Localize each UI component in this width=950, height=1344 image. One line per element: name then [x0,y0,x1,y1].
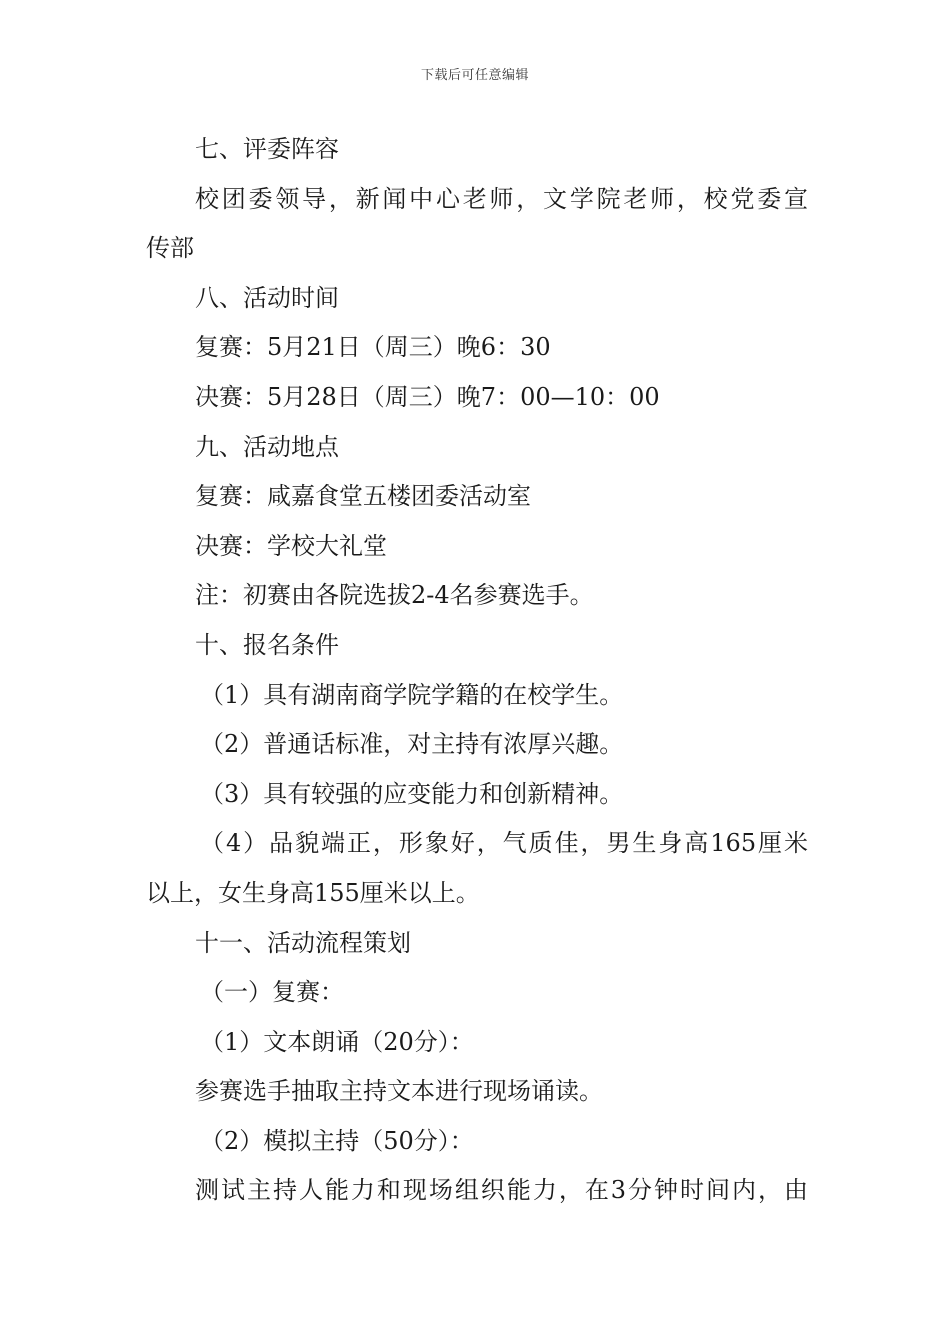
text-line: （2）普通话标准，对主持有浓厚兴趣。 [200,730,624,759]
text-line: 复赛：5月21日（周三）晚6：30 [195,333,551,362]
page-header-note: 下载后可任意编辑 [420,68,529,83]
text-line: 测试主持人能力和现场组织能力，在3分钟时间内，由 [195,1176,808,1205]
text-line: 九、活动地点 [195,432,339,461]
text-line: 参赛选手抽取主持文本进行现场诵读。 [195,1077,603,1106]
text-line: （1）具有湖南商学院学籍的在校学生。 [200,680,624,709]
text-line: 八、活动时间 [195,283,339,312]
text-line: 十、报名条件 [195,630,339,659]
text-line: 注：初赛由各院选拔2-4名参赛选手。 [195,581,594,610]
text-line: 以上，女生身高155厘米以上。 [146,878,480,907]
text-line: （一）复赛： [200,978,344,1007]
text-line: 决赛：5月28日（周三）晚7：00—10：00 [195,382,660,411]
text-line: 校团委领导，新闻中心老师，文学院老师，校党委宣 [195,184,808,213]
text-line: 传部 [146,234,194,263]
text-line: 决赛：学校大礼堂 [195,531,387,560]
text-line: 复赛：咸嘉食堂五楼团委活动室 [195,482,531,511]
text-line: 七、评委阵容 [195,135,339,163]
text-line: （2）模拟主持（50分）： [200,1126,474,1155]
document-body [146,125,808,1216]
text-line: 十一、活动流程策划 [195,928,411,957]
text-line: （1）文本朗诵（20分）： [200,1027,474,1056]
text-line: （3）具有较强的应变能力和创新精神。 [200,779,624,808]
text-line: （4）品貌端正，形象好，气质佳，男生身高165厘米 [200,829,808,858]
